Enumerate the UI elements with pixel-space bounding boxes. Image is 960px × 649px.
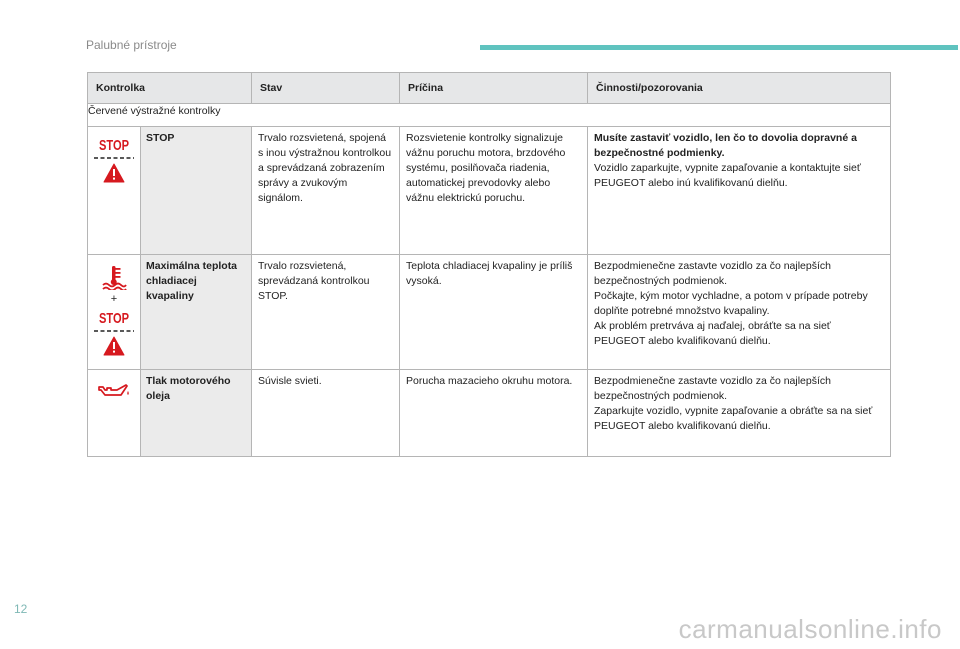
- action-line: Ak problém pretrváva aj naďalej, obráťte sa na sieť PEUGEOT alebo kvalifikovanú dielňu.: [594, 320, 831, 347]
- section-title: Palubné prístroje: [86, 38, 177, 52]
- warning-triangle-icon: [103, 163, 125, 183]
- table-row: [88, 127, 891, 255]
- svg-text:STOP: STOP: [99, 310, 129, 327]
- icon-cell: [88, 127, 141, 255]
- section-row: [88, 104, 891, 127]
- action-line: Počkajte, kým motor vychladne, a potom v prípade potreby doplňte potrebné množstvo kvapaliny.: [594, 290, 868, 317]
- action-text: Vozidlo zaparkujte, vypnite zapaľovanie a kontaktujte sieť PEUGEOT alebo inú kvalifikovanú dielňu.: [594, 162, 861, 189]
- warning-cause: Porucha mazacieho okruhu motora.: [400, 370, 588, 457]
- table-row: [88, 370, 891, 457]
- stop-icon: [92, 135, 136, 163]
- section-label: Červené výstražné kontrolky: [88, 104, 891, 127]
- action-line: Bezpodmienečne zastavte vozidlo za čo najlepších bezpečnostných podmienok.: [594, 375, 831, 402]
- icon-cell: [88, 370, 141, 457]
- warning-name: Maximálna teplota chladiacej kvapaliny: [141, 255, 252, 370]
- warning-name: Tlak motorového oleja: [141, 370, 252, 457]
- warning-state: Trvalo rozsvietená, sprevádzaná kontrolkou STOP.: [252, 255, 400, 370]
- warning-state: Trvalo rozsvietená, spojená s inou výstražnou kontrolkou a sprevádzaná zobrazením správy a zvukovým signálom.: [252, 127, 400, 255]
- coolant-temperature-icon: [101, 264, 127, 290]
- oil-pressure-icon: [97, 382, 131, 400]
- stop-icon: [92, 308, 136, 336]
- watermark: carmanualsonline.info: [678, 614, 942, 644]
- page-number: 12: [14, 602, 28, 616]
- svg-text:STOP: STOP: [99, 137, 129, 154]
- header-accent-bar: [480, 45, 958, 50]
- warning-triangle-icon: [103, 336, 125, 356]
- icon-cell: [88, 255, 141, 370]
- plus-sign: +: [110, 293, 118, 305]
- warning-name: STOP: [141, 127, 252, 255]
- action-line: Zaparkujte vozidlo, vypnite zapaľovanie a obráťte sa na sieť PEUGEOT alebo kvalifikovanú dielňu.: [594, 405, 873, 432]
- warning-cause: Teplota chladiacej kvapaliny je príliš vysoká.: [400, 255, 588, 370]
- table-row: [88, 255, 891, 370]
- action-line: Bezpodmienečne zastavte vozidlo za čo najlepších bezpečnostných podmienok.: [594, 260, 831, 287]
- warning-action: [588, 127, 891, 255]
- column-header-pricina: Príčina: [400, 73, 588, 104]
- table-header-row: [88, 73, 891, 104]
- warning-lights-table: [87, 72, 891, 457]
- action-emphasis: Musíte zastaviť vozidlo, len čo to dovolia dopravné a bezpečnostné podmienky.: [594, 132, 857, 159]
- column-header-cinnosti: Činnosti/pozorovania: [588, 73, 891, 104]
- warning-action: [588, 370, 891, 457]
- column-header-kontrolka: Kontrolka: [88, 73, 252, 104]
- column-header-stav: Stav: [252, 73, 400, 104]
- warning-state: Súvisle svieti.: [252, 370, 400, 457]
- warning-cause: Rozsvietenie kontrolky signalizuje vážnu poruchu motora, brzdového systému, posilňovača riadenia, automatickej prevodovky alebo vážnu elektrickú poruchu.: [400, 127, 588, 255]
- warning-action: [588, 255, 891, 370]
